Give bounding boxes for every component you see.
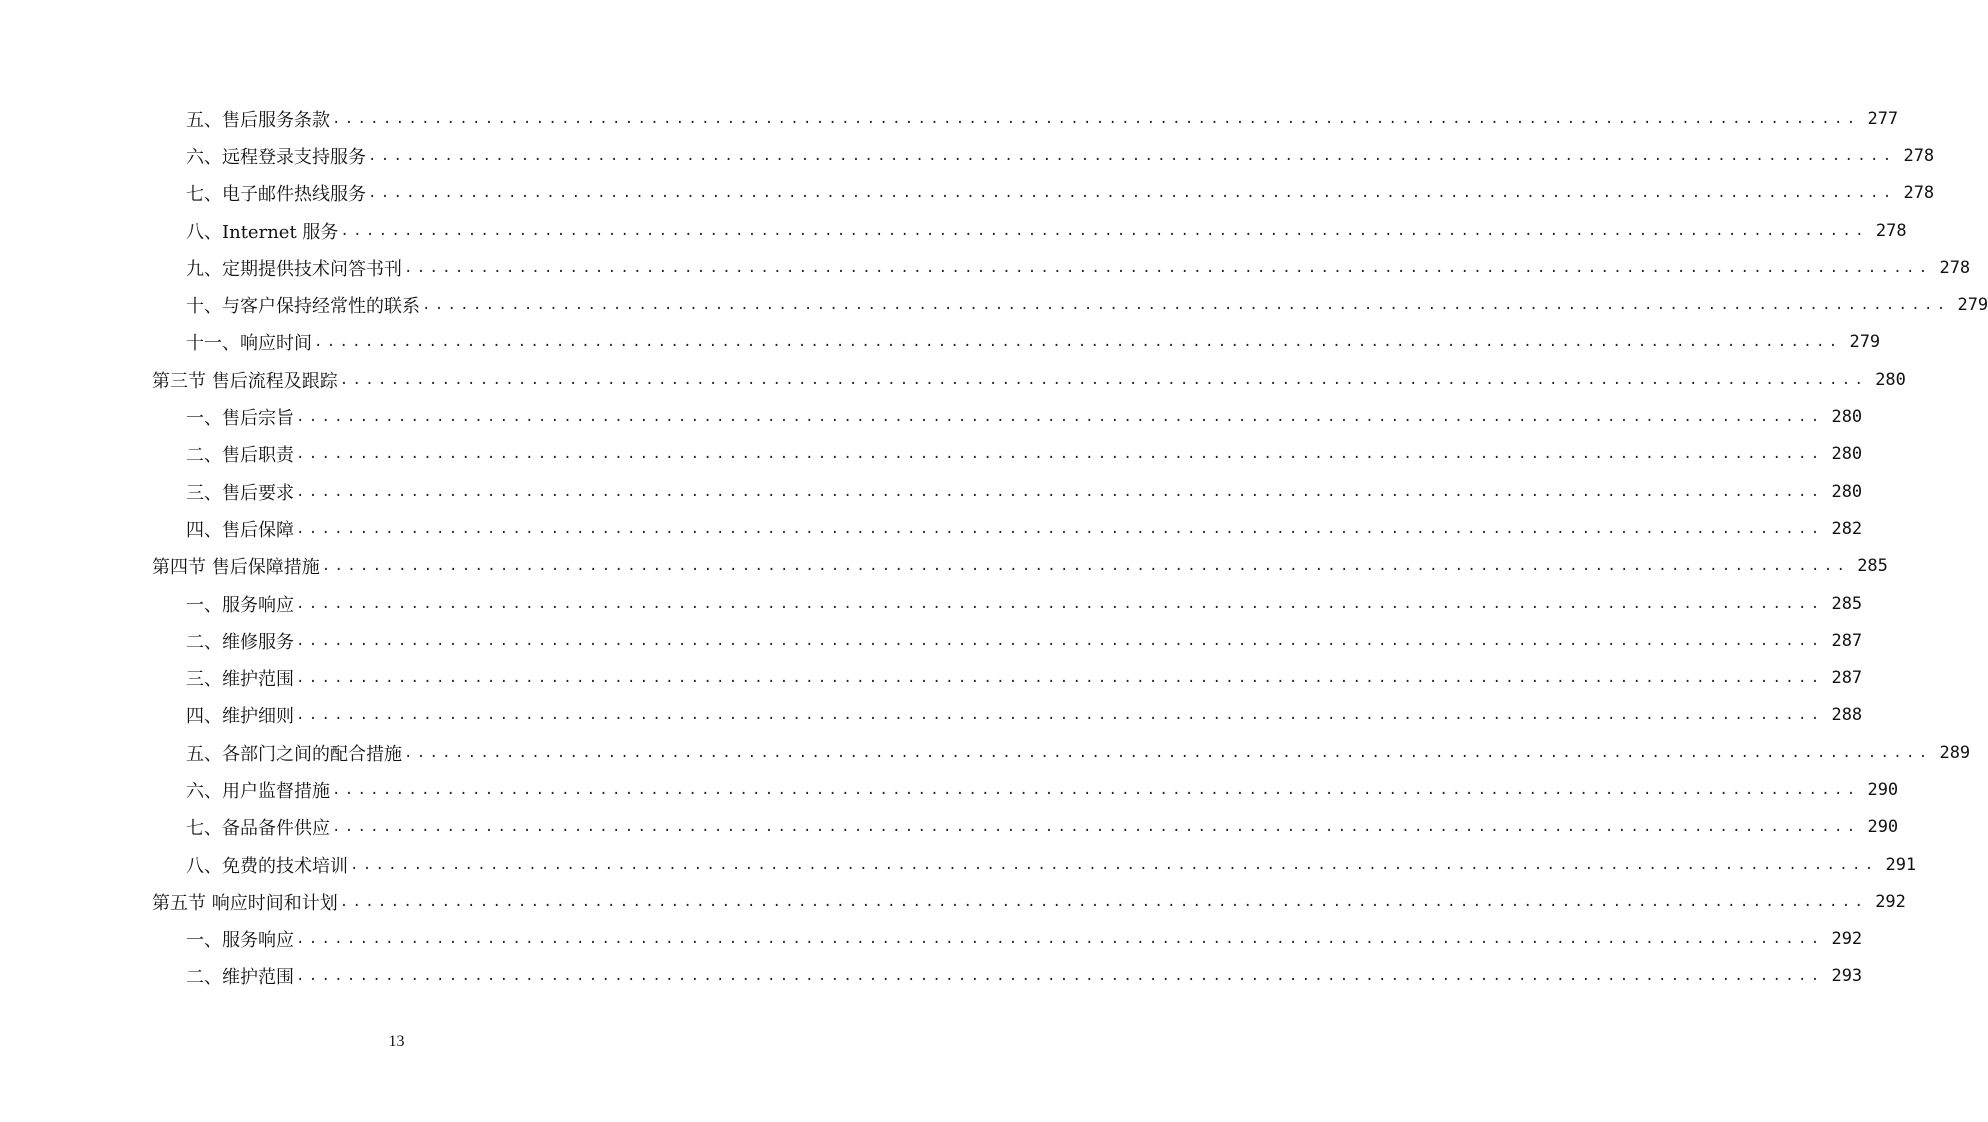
toc-subsection-entry[interactable] — [0, 659, 1863, 696]
toc-subsection-entry[interactable] — [0, 846, 1917, 883]
toc-subsection-entry[interactable] — [0, 100, 1899, 137]
toc-dot-leader: ........................................................................................................................ — [350, 856, 1878, 873]
toc-dot-leader: ........................................................................................................................ — [296, 520, 1824, 537]
page-number: 13 — [388, 1033, 405, 1050]
toc-dot-leader: ........................................................................................................................ — [296, 707, 1824, 724]
toc-entry-page-number: 277 — [1867, 108, 1899, 129]
toc-dot-leader: ........................................................................................................................ — [321, 558, 1850, 575]
toc-subsection-entry[interactable] — [0, 958, 1863, 995]
toc-dot-leader: ........................................................................................................................ — [296, 670, 1824, 687]
toc-entry-title: 五、各部门之间的配合措施 — [186, 743, 402, 765]
toc-dot-leader: ........................................................................................................................ — [296, 483, 1824, 500]
toc-entry-page-number: 287 — [1831, 630, 1863, 651]
toc-entry-title: 八、Internet 服务 — [186, 221, 339, 243]
toc-entry-page-number: 279 — [1957, 295, 1988, 316]
toc-entry-title: 二、维修服务 — [186, 631, 294, 653]
toc-entry-title: 九、定期提供技术问答书刊 — [186, 258, 402, 280]
toc-entry-title: 三、维护范围 — [186, 669, 294, 691]
toc-entry-page-number: 278 — [1903, 145, 1935, 166]
toc-entry-page-number: 290 — [1867, 817, 1899, 838]
toc-dot-leader: ........................................................................................................................ — [332, 110, 1860, 127]
toc-entry-title: 七、备品备件供应 — [186, 818, 330, 840]
toc-entry-page-number: 285 — [1857, 556, 1888, 577]
toc-subsection-entry[interactable] — [0, 324, 1881, 361]
toc-entry-page-number: 282 — [1831, 518, 1863, 539]
toc-dot-leader: ........................................................................................................................ — [296, 595, 1824, 612]
toc-dot-leader: ........................................................................................................................ — [339, 371, 1868, 388]
toc-dot-leader: ........................................................................................................................ — [404, 744, 1932, 761]
toc-subsection-entry[interactable] — [0, 622, 1863, 659]
toc-entry-title: 一、服务响应 — [186, 930, 294, 952]
toc-section-entry[interactable] — [0, 361, 1906, 398]
toc-dot-leader: ........................................................................................................................ — [314, 334, 1842, 351]
toc-entry-page-number: 285 — [1831, 593, 1863, 614]
toc-entry-page-number: 280 — [1831, 481, 1863, 502]
toc-entry-title: 七、电子邮件热线服务 — [186, 184, 366, 206]
toc-entry-page-number: 292 — [1875, 891, 1906, 912]
toc-entry-title: 二、售后职责 — [186, 445, 294, 467]
toc-dot-leader: ........................................................................................................................ — [422, 297, 1950, 314]
toc-entry-title: 五、售后服务条款 — [186, 109, 330, 131]
toc-subsection-entry[interactable] — [0, 286, 1988, 323]
toc-subsection-entry[interactable] — [0, 921, 1863, 958]
toc-entry-title: 二、维护范围 — [186, 967, 294, 989]
toc-subsection-entry[interactable] — [0, 398, 1863, 435]
toc-dot-leader: ........................................................................................................................ — [368, 147, 1896, 164]
toc-subsection-entry[interactable] — [0, 510, 1863, 547]
toc-entry-page-number: 279 — [1849, 332, 1881, 353]
toc-subsection-entry[interactable] — [0, 809, 1899, 846]
toc-subsection-entry[interactable] — [0, 734, 1971, 771]
toc-entry-page-number: 278 — [1939, 257, 1971, 278]
toc-dot-leader: ........................................................................................................................ — [404, 259, 1932, 276]
toc-section-entry[interactable] — [0, 883, 1906, 920]
toc-section-entry[interactable] — [0, 548, 1888, 585]
toc-entry-title: 一、服务响应 — [186, 594, 294, 616]
toc-entry-title: 六、远程登录支持服务 — [186, 146, 366, 168]
toc-entry-title: 一、售后宗旨 — [186, 408, 294, 430]
toc-entry-page-number: 278 — [1903, 183, 1935, 204]
toc-entry-page-number: 280 — [1831, 444, 1863, 465]
toc-entry-title: 三、售后要求 — [186, 482, 294, 504]
toc-subsection-entry[interactable] — [0, 697, 1863, 734]
toc-entry-page-number: 289 — [1939, 742, 1971, 763]
toc-subsection-entry[interactable] — [0, 436, 1863, 473]
toc-subsection-entry[interactable] — [0, 473, 1863, 510]
toc-entry-page-number: 291 — [1885, 854, 1917, 875]
toc-entry-title: 十一、响应时间 — [186, 333, 312, 355]
toc-dot-leader: ........................................................................................................................ — [296, 968, 1824, 985]
toc-dot-leader: ........................................................................................................................ — [368, 185, 1896, 202]
toc-entry-page-number: 278 — [1875, 220, 1907, 241]
toc-dot-leader: ........................................................................................................................ — [296, 931, 1824, 948]
toc-entry-page-number: 280 — [1875, 369, 1906, 390]
toc-dot-leader: ........................................................................................................................ — [296, 409, 1824, 426]
toc-dot-leader: ........................................................................................................................ — [340, 222, 1868, 239]
toc-dot-leader: ........................................................................................................................ — [332, 819, 1860, 836]
toc-entry-page-number: 293 — [1831, 966, 1863, 987]
toc-entry-page-number: 290 — [1867, 779, 1899, 800]
toc-entry-page-number: 292 — [1831, 929, 1863, 950]
toc-entry-title: 四、维护细则 — [186, 706, 294, 728]
toc-entry-title: 六、用户监督措施 — [186, 780, 330, 802]
table-of-contents — [0, 100, 1988, 995]
toc-entry-title: 十、与客户保持经常性的联系 — [186, 296, 420, 318]
toc-dot-leader: ........................................................................................................................ — [332, 781, 1860, 798]
toc-entry-page-number: 280 — [1831, 407, 1863, 428]
toc-subsection-entry[interactable] — [0, 249, 1971, 286]
toc-entry-title: 第三节 售后流程及跟踪 — [152, 370, 338, 392]
toc-dot-leader: ........................................................................................................................ — [339, 893, 1868, 910]
toc-subsection-entry[interactable] — [0, 585, 1863, 622]
toc-entry-title: 八、免费的技术培训 — [186, 855, 348, 877]
toc-dot-leader: ........................................................................................................................ — [296, 446, 1824, 463]
toc-entry-title: 四、售后保障 — [186, 519, 294, 541]
toc-subsection-entry[interactable] — [0, 175, 1935, 212]
toc-entry-title: 第五节 响应时间和计划 — [152, 892, 338, 914]
toc-dot-leader: ........................................................................................................................ — [296, 632, 1824, 649]
toc-subsection-entry[interactable] — [0, 212, 1907, 249]
toc-entry-page-number: 287 — [1831, 668, 1863, 689]
toc-entry-title: 第四节 售后保障措施 — [152, 557, 320, 579]
toc-subsection-entry[interactable] — [0, 137, 1935, 174]
toc-entry-page-number: 288 — [1831, 705, 1863, 726]
toc-subsection-entry[interactable] — [0, 771, 1899, 808]
